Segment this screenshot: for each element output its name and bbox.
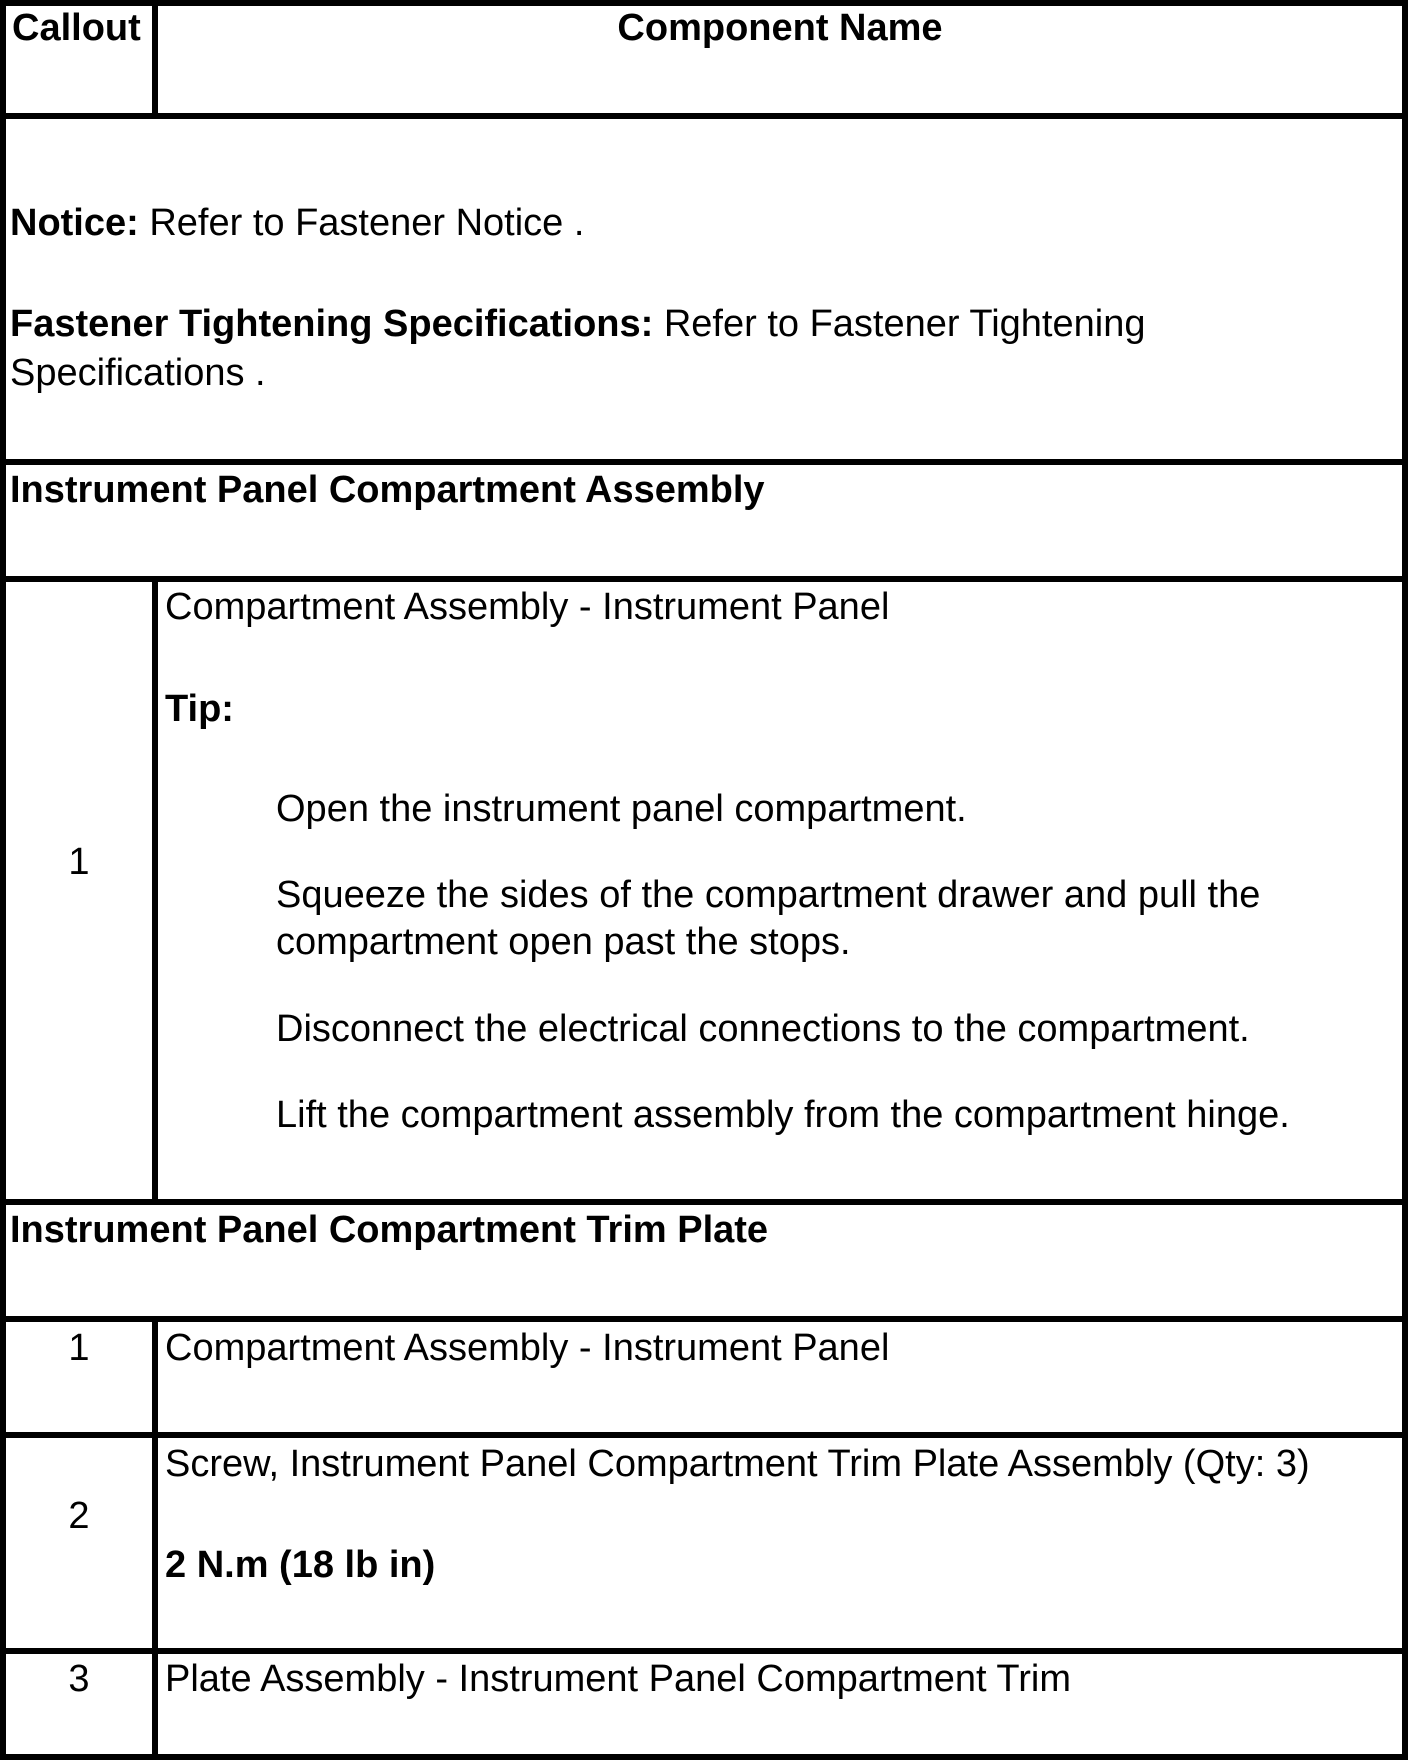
- tip-step: Disconnect the electrical connections to the compartment.: [276, 1008, 1250, 1050]
- tip-step: Open the instrument panel compartment.: [276, 788, 967, 830]
- section-title: Instrument Panel Compartment Assembly: [10, 469, 765, 511]
- notice-label: Notice:: [10, 202, 139, 244]
- column-divider: [152, 576, 158, 1205]
- row-component-name: Compartment Assembly - Instrument Panel: [165, 586, 890, 628]
- notice-text: Refer to Fastener Notice .: [138, 202, 585, 244]
- row-callout: 2: [68, 1495, 90, 1537]
- header-callout: Callout: [12, 7, 141, 49]
- row-component-name: Compartment Assembly - Instrument Panel: [165, 1327, 890, 1369]
- torque-spec: 2 N.m (18 lb in): [165, 1544, 436, 1586]
- spec-text: Refer to Fastener Tightening: [653, 303, 1146, 345]
- spec-line: [10, 302, 1145, 346]
- table-border: [0, 1648, 1408, 1654]
- table-border: [0, 113, 1408, 119]
- row-callout: 1: [68, 841, 90, 883]
- row-callout: 3: [68, 1658, 90, 1700]
- table-border: [0, 1199, 1408, 1205]
- section-title: Instrument Panel Compartment Trim Plate: [10, 1209, 769, 1251]
- row-component-name: Screw, Instrument Panel Compartment Trim Plate Assembly (Qty: 3): [165, 1443, 1310, 1485]
- notice-line: [10, 201, 584, 245]
- tip-label: Tip:: [165, 688, 234, 730]
- table-border: [0, 1754, 1408, 1760]
- row-callout: 1: [68, 1327, 90, 1369]
- table-border: [0, 1316, 1408, 1322]
- header-component-name: Component Name: [617, 7, 943, 49]
- table-border: [0, 1432, 1408, 1438]
- tip-step: Lift the compartment assembly from the compartment hinge.: [276, 1094, 1290, 1136]
- tip-step-continued: compartment open past the stops.: [276, 921, 851, 963]
- column-divider: [152, 1316, 158, 1760]
- spec-line-2: Specifications .: [10, 352, 266, 394]
- table-border: [0, 459, 1408, 465]
- tip-step: Squeeze the sides of the compartment drawer and pull the: [276, 874, 1261, 916]
- row-component-name: Plate Assembly - Instrument Panel Compartment Trim: [165, 1658, 1071, 1700]
- spec-label: Fastener Tightening Specifications:: [10, 303, 654, 345]
- table-border: [1402, 0, 1408, 1760]
- table-border: [0, 576, 1408, 582]
